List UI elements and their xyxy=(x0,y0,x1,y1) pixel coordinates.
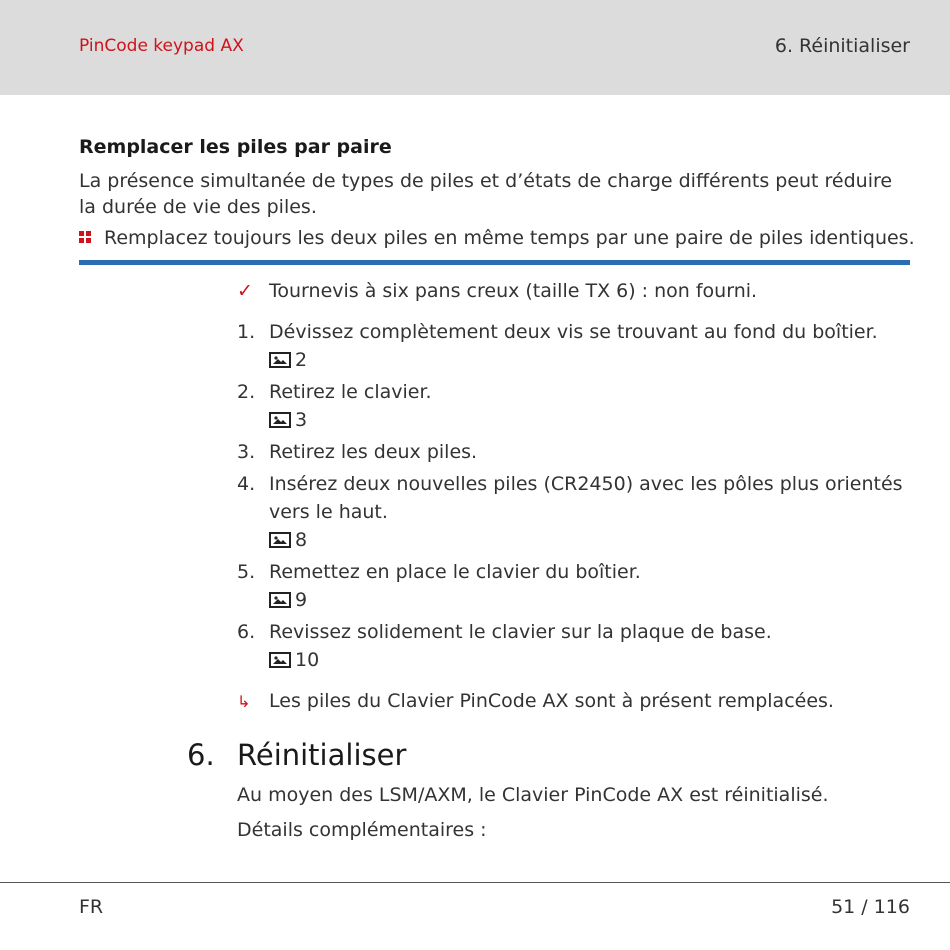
note-text: Remplacez toujours les deux piles en même temps par une paire de piles identiques. xyxy=(104,227,915,249)
step-item xyxy=(237,378,917,434)
prerequisite-item xyxy=(237,280,757,302)
result-arrow-icon: ↳ xyxy=(237,692,251,711)
chapter-details-label: Détails complémentaires : xyxy=(237,819,487,841)
figure-reference[interactable] xyxy=(269,526,917,554)
footer-divider xyxy=(0,882,950,883)
step-text: Retirez les deux piles. xyxy=(269,441,478,463)
image-icon xyxy=(269,412,291,428)
checkmark-icon: ✓ xyxy=(237,280,253,302)
figure-number: 10 xyxy=(295,649,320,671)
chapter-title: Réinitialiser xyxy=(237,738,407,772)
chapter-paragraph: Au moyen des LSM/AXM, le Clavier PinCode AX est réinitialisé. xyxy=(237,784,829,806)
footer-language: FR xyxy=(79,896,104,918)
figure-reference[interactable] xyxy=(269,646,917,674)
page-header xyxy=(0,0,950,95)
prerequisite-text: Tournevis à six pans creux (taille TX 6) : non fourni. xyxy=(269,280,758,302)
section-paragraph: La présence simultanée de types de piles et d’états de charge différents peut réduire la durée de vie des piles. xyxy=(79,170,893,218)
chapter-number: 6. xyxy=(187,738,215,772)
step-item xyxy=(237,618,917,674)
step-text: Remettez en place le clavier du boîtier. xyxy=(269,561,641,583)
step-text: Insérez deux nouvelles piles (CR2450) avec les pôles plus orientés vers le haut. xyxy=(269,473,903,523)
step-number: 2. xyxy=(237,381,256,403)
product-name: PinCode keypad AX xyxy=(79,36,244,56)
step-text: Retirez le clavier. xyxy=(269,381,432,403)
step-text: Dévissez complètement deux vis se trouvant au fond du boîtier. xyxy=(269,321,878,343)
step-item xyxy=(237,470,917,554)
figure-reference[interactable] xyxy=(269,406,917,434)
image-icon xyxy=(269,652,291,668)
chapter-heading xyxy=(187,738,406,772)
step-number: 4. xyxy=(237,473,256,495)
image-icon xyxy=(269,352,291,368)
step-list xyxy=(237,318,917,678)
step-number: 1. xyxy=(237,321,256,343)
step-item xyxy=(237,438,917,466)
step-number: 6. xyxy=(237,621,256,643)
image-icon xyxy=(269,532,291,548)
figure-number: 3 xyxy=(295,409,308,431)
step-text: Revissez solidement le clavier sur la plaque de base. xyxy=(269,621,772,643)
result-item xyxy=(237,690,834,712)
note-grid-icon xyxy=(79,231,92,244)
divider-rule xyxy=(79,260,910,265)
step-item xyxy=(237,558,917,614)
page-number: 51 / 116 xyxy=(831,896,910,918)
figure-reference[interactable] xyxy=(269,586,917,614)
step-number: 3. xyxy=(237,441,256,463)
note-line xyxy=(79,227,919,249)
result-text: Les piles du Clavier PinCode AX sont à présent remplacées. xyxy=(269,690,834,712)
figure-reference[interactable] xyxy=(269,346,917,374)
section-title: Remplacer les piles par paire xyxy=(79,136,392,158)
image-icon xyxy=(269,592,291,608)
step-item xyxy=(237,318,917,374)
figure-number: 8 xyxy=(295,529,308,551)
step-number: 5. xyxy=(237,561,256,583)
chapter-header: 6. Réinitialiser xyxy=(774,35,910,57)
figure-number: 9 xyxy=(295,589,308,611)
figure-number: 2 xyxy=(295,349,308,371)
